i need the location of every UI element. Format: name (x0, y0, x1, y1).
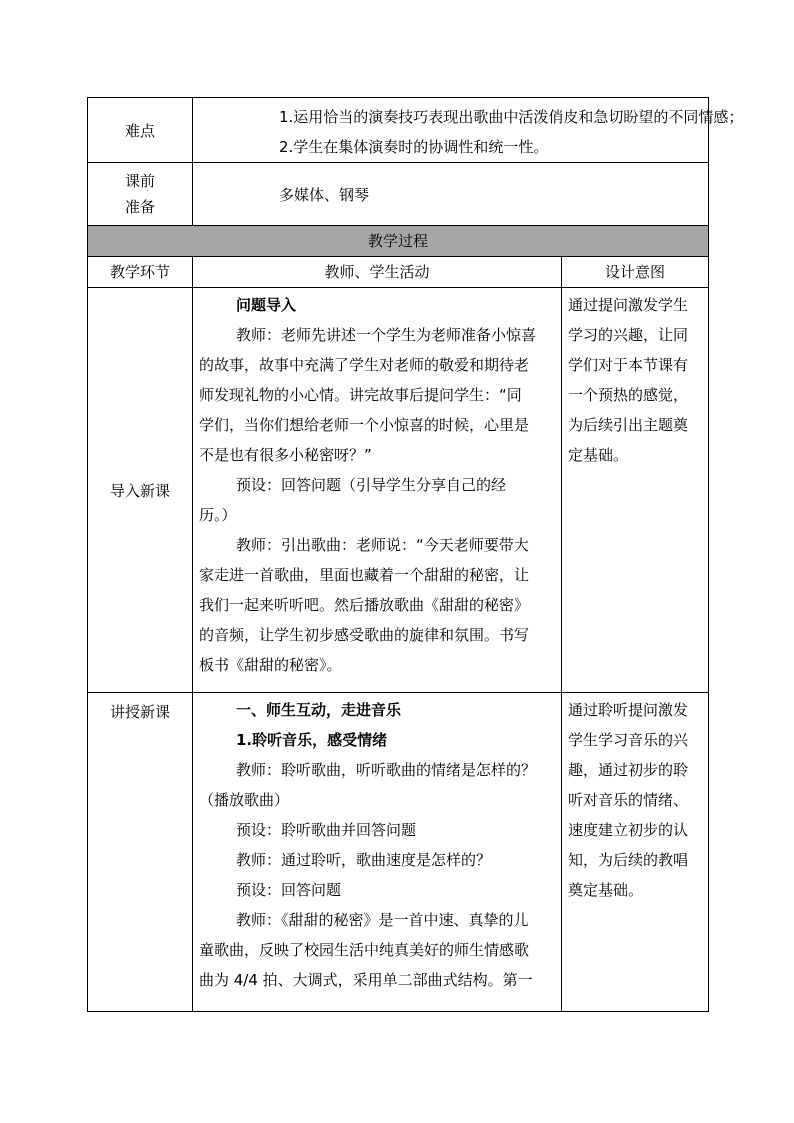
activity-line: 1.聆听音乐，感受情绪 (236, 731, 388, 749)
intent-line: 速度建立初步的认 (568, 821, 689, 839)
activity-line: 师发现礼物的小心情。讲完故事后提问学生：“同 (199, 386, 522, 404)
activity-line: 预设：回答问题 (236, 881, 342, 899)
header-row (88, 257, 709, 288)
activity-line: 教师：《甜甜的秘密》是一首中速、真挚的儿 (236, 911, 529, 929)
prep-row (88, 163, 709, 226)
activity-line: 问题导入 (236, 296, 297, 314)
activity-line: 家走进一首歌曲，里面也藏着一个甜甜的秘密，让 (199, 566, 530, 584)
section-title: 教学过程 (88, 226, 709, 257)
activity-line: 我们一起来听听吧。然后播放歌曲《甜甜的秘密》 (199, 596, 530, 614)
intent-cell (562, 288, 709, 693)
intent-line: 奠定基础。 (568, 881, 644, 899)
activity-line: 教师：引出歌曲：老师说：“今天老师要带大 (236, 536, 529, 554)
activity-line: 曲为 4/4 拍、大调式，采用单二部曲式结构。第一 (199, 971, 533, 989)
activity-line: 学们，当你们想给老师一个小惊喜的时候，心里是 (199, 416, 530, 434)
intent-line: 趣，通过初步的聆 (568, 761, 689, 779)
intent-line: 定基础。 (568, 446, 629, 464)
intent-line: 通过聆听提问激发 (568, 701, 689, 719)
activity-line: 预设：聆听歌曲并回答问题 (236, 821, 417, 839)
table-row (88, 288, 709, 693)
activity-line: 的音频，让学生初步感受歌曲的旋律和氛围。书写 (199, 626, 530, 644)
difficulty-row (88, 98, 709, 163)
stage-cell: 导入新课 (88, 288, 193, 693)
intent-line: 学生学习音乐的兴 (568, 731, 689, 749)
intent-line: 学们对于本节课有 (568, 356, 689, 374)
header-intent: 设计意图 (562, 257, 709, 288)
difficulty-content (193, 98, 744, 163)
intent-line: 学习的兴趣，让同 (568, 326, 689, 344)
difficulty-line: 1.运用恰当的演奏技巧表现出歌曲中活泼俏皮和急切盼望的不同情感； (279, 108, 744, 126)
activity-line: 教师：通过聆听，歌曲速度是怎样的？ (236, 851, 492, 869)
section-title-row (88, 226, 709, 257)
prep-value: 多媒体、钢琴 (193, 163, 709, 226)
activity-line: 一、师生互动，走进音乐 (236, 701, 402, 719)
activity-line: 的故事，故事中充满了学生对老师的敬爱和期待老 (199, 356, 530, 374)
activity-line: （播放歌曲） (199, 791, 290, 809)
prep-label-line: 课前 (124, 172, 155, 190)
header-stage: 教学环节 (88, 257, 193, 288)
stage-cell: 讲授新课 (88, 693, 193, 1012)
activity-line: 童歌曲，反映了校园生活中纯真美好的师生情感歌 (199, 941, 530, 959)
intent-line: 为后续引出主题奠 (568, 416, 689, 434)
activity-line: 历。） (199, 506, 237, 524)
header-activity: 教师、学生活动 (193, 257, 562, 288)
activity-line: 教师：聆听歌曲，听听歌曲的情绪是怎样的？ (236, 761, 537, 779)
difficulty-line: 2.学生在集体演奏时的协调性和统一性。 (279, 138, 549, 156)
intent-cell (562, 693, 709, 1012)
activity-cell (193, 288, 562, 693)
intent-line: 通过提问激发学生 (568, 296, 689, 314)
difficulty-label: 难点 (88, 98, 193, 163)
lesson-plan-table (87, 97, 744, 1012)
activity-line: 教师：老师先讲述一个学生为老师准备小惊喜 (236, 326, 537, 344)
intent-line: 一个预热的感觉， (568, 386, 689, 404)
activity-line: 不是也有很多小秘密呀？” (199, 446, 372, 464)
prep-label-line: 准备 (124, 198, 155, 216)
activity-line: 预设：回答问题（引导学生分享自己的经 (236, 476, 507, 494)
activity-cell (193, 693, 562, 1012)
activity-line: 板书《甜甜的秘密》。 (199, 656, 342, 674)
intent-line: 知，为后续的教唱 (568, 851, 689, 869)
table-row (88, 693, 709, 1012)
intent-line: 听对音乐的情绪、 (568, 791, 689, 809)
prep-label (88, 163, 193, 226)
